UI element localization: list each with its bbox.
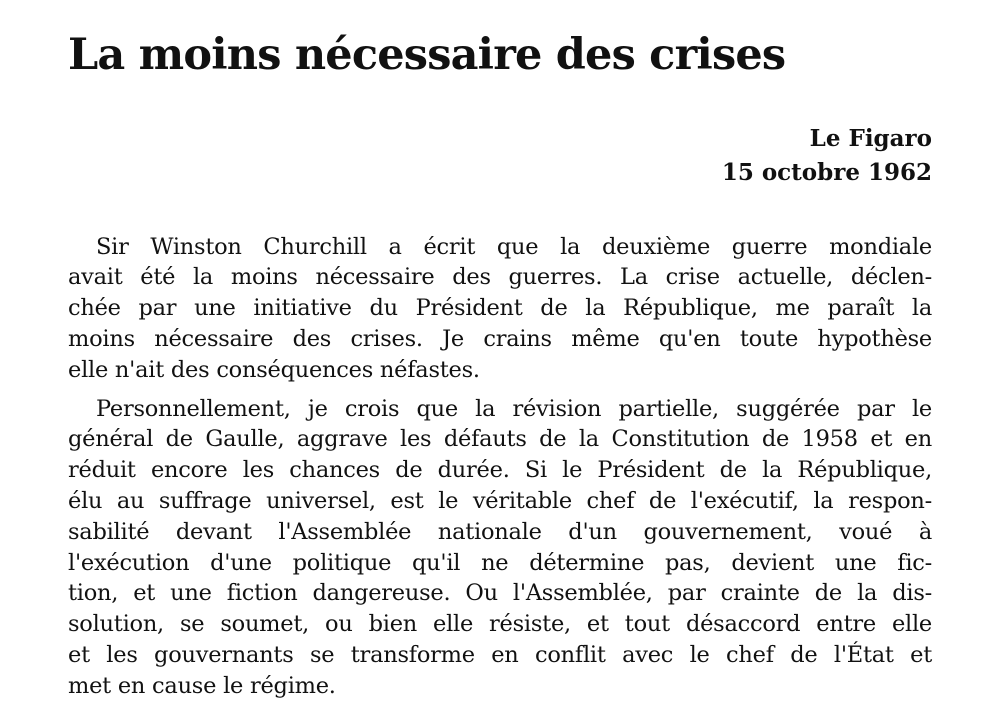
text-line: solution, se soumet, ou bien elle résiste, et tout désaccord entre elle xyxy=(68,611,932,638)
paragraph-2 xyxy=(68,394,932,702)
text-line: tion, et une fiction dangereuse. Ou l'Assemblée, par crainte de la dis- xyxy=(68,580,932,607)
article-title: La moins nécessaire des crises xyxy=(68,30,786,80)
article-source xyxy=(68,122,932,190)
text-line: réduit encore les chances de durée. Si le Président de la République, xyxy=(68,457,932,484)
text-line: avait été la moins nécessaire des guerres. La crise actuelle, déclen- xyxy=(68,264,932,291)
text-line: met en cause le régime. xyxy=(68,672,336,699)
article-body xyxy=(68,232,932,702)
text-line: l'exécution d'une politique qu'il ne détermine pas, devient une fic- xyxy=(68,549,932,576)
publication-name: Le Figaro xyxy=(809,124,932,152)
text-line: moins nécessaire des crises. Je crains même qu'en toute hypothèse xyxy=(68,325,932,352)
text-line: sabilité devant l'Assemblée nationale d'un gouvernement, voué à xyxy=(68,518,932,545)
text-line: et les gouvernants se transforme en conflit avec le chef de l'État et xyxy=(68,641,932,668)
paragraph-1 xyxy=(68,232,932,386)
text-line: Sir Winston Churchill a écrit que la deuxième guerre mondiale xyxy=(96,233,932,260)
publication-date: 15 octobre 1962 xyxy=(721,158,932,186)
text-line: chée par une initiative du Président de la République, me paraît la xyxy=(68,295,932,322)
text-line: général de Gaulle, aggrave les défauts de la Constitution de 1958 et en xyxy=(68,426,932,453)
text-line: Personnellement, je crois que la révision partielle, suggérée par le xyxy=(96,395,932,422)
text-line: elle n'ait des conséquences néfastes. xyxy=(68,356,480,383)
text-line: élu au suffrage universel, est le véritable chef de l'exécutif, la respon- xyxy=(68,487,932,514)
